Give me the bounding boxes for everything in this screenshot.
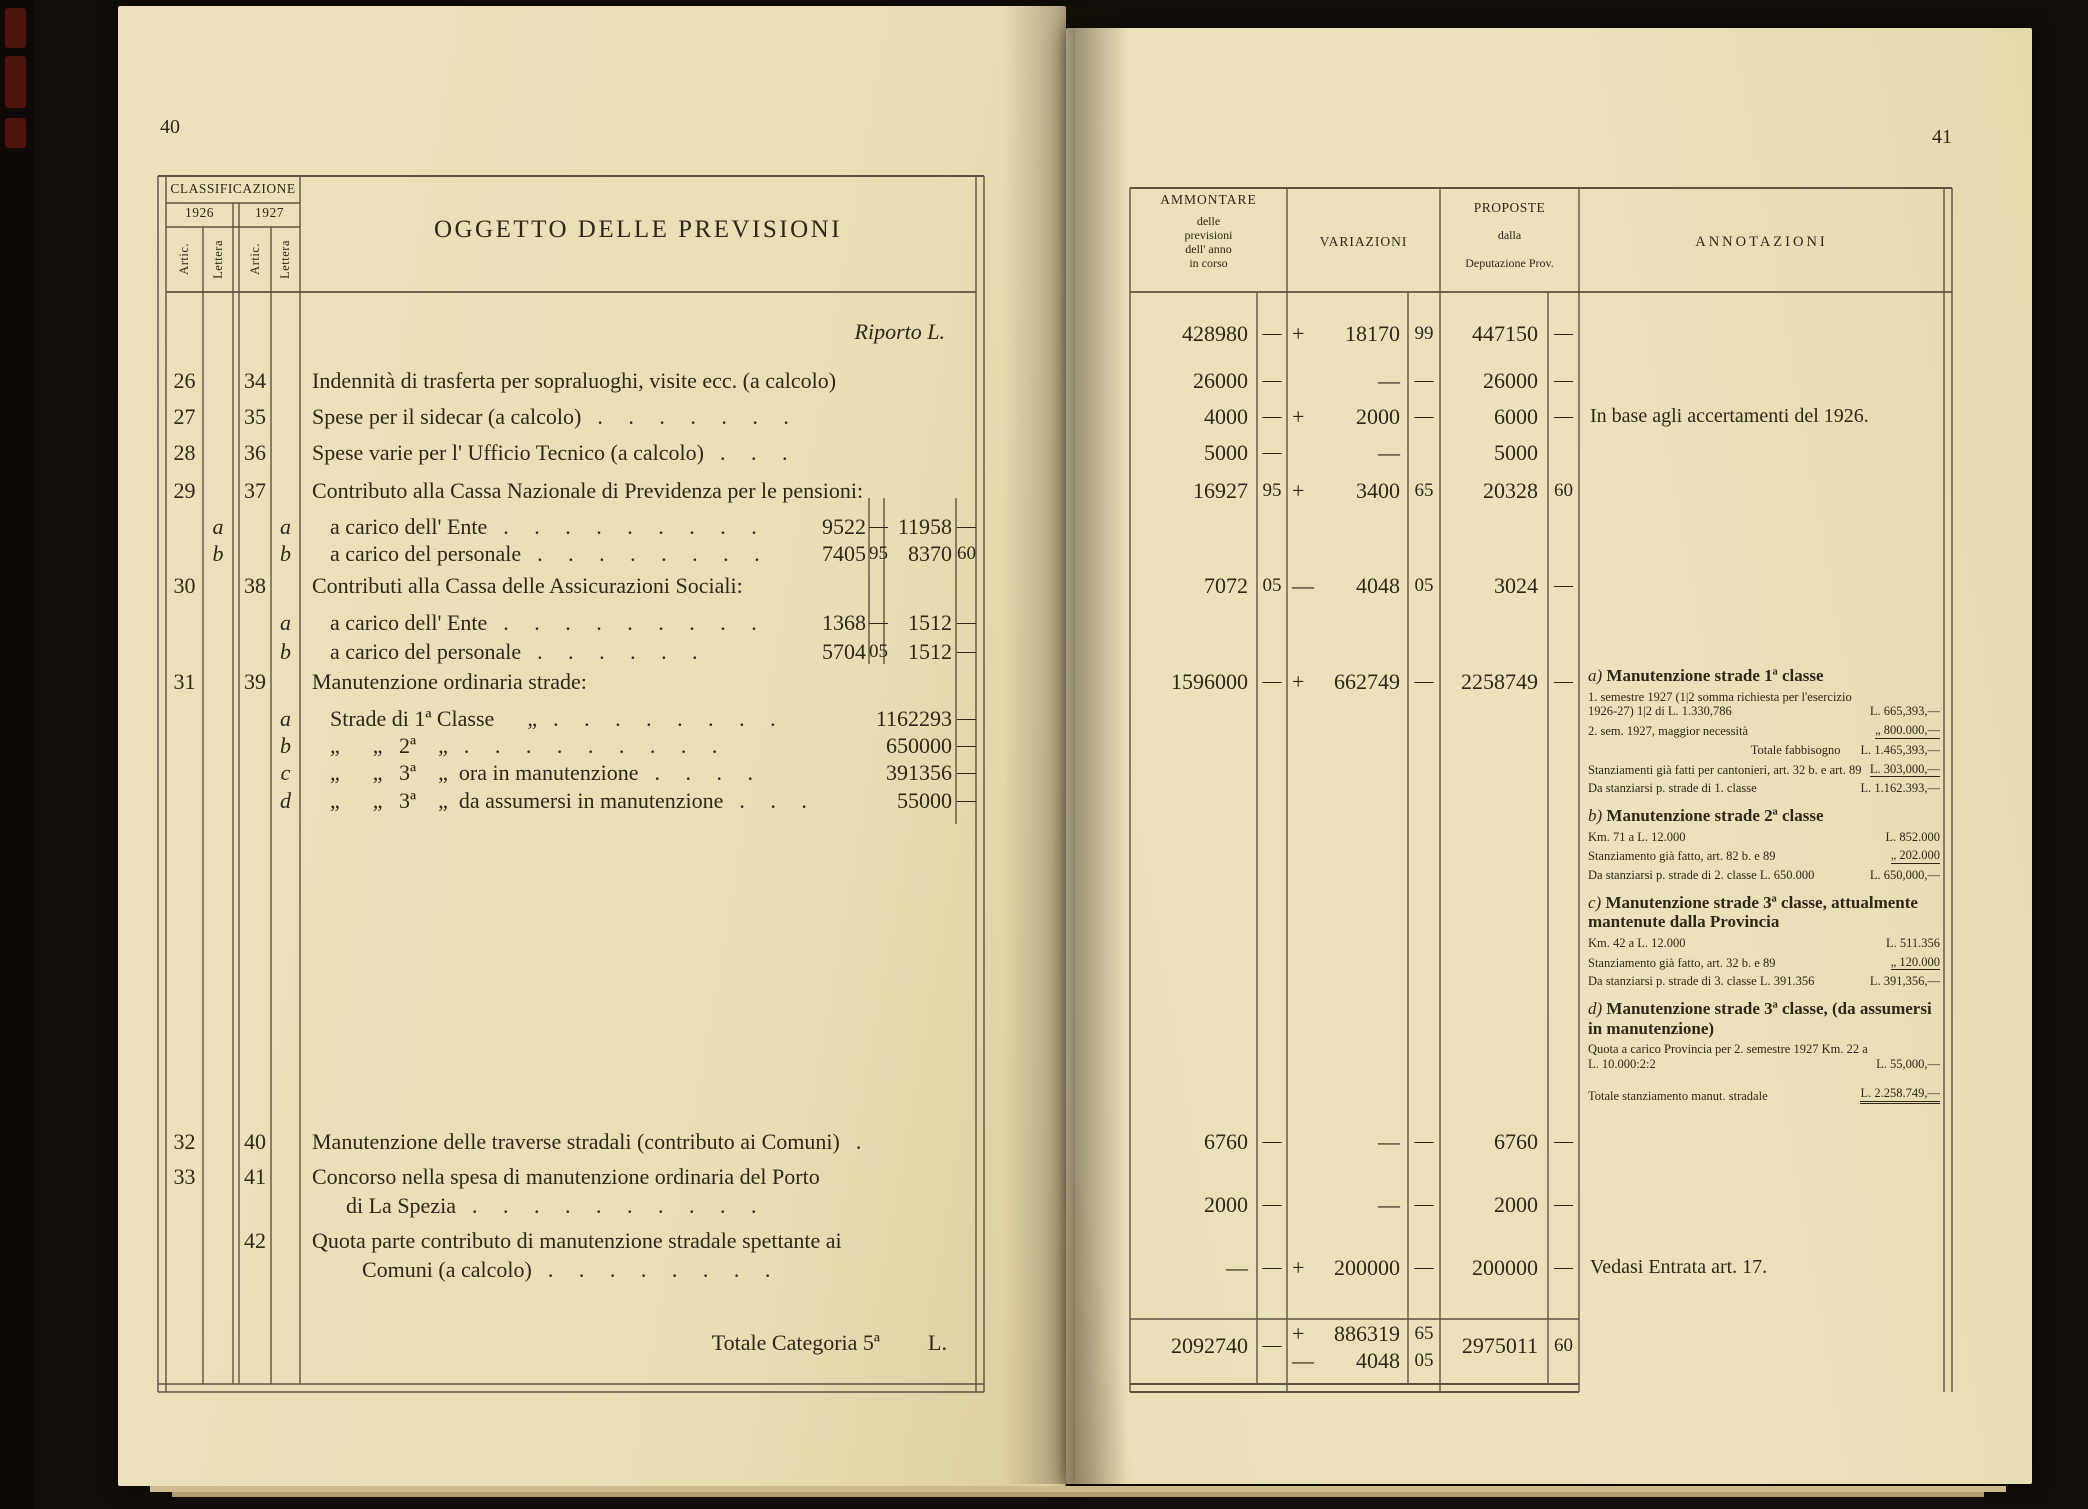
variazione-cents: 65 xyxy=(1414,480,1434,501)
variazione-sign: — xyxy=(1292,573,1314,598)
variazione-value: — xyxy=(1378,1192,1400,1217)
dot-leader: . . . xyxy=(719,440,798,465)
dot-leader: . xyxy=(855,1129,872,1154)
oggetto-row-text: a carico dell' Ente xyxy=(330,610,488,635)
subamount-2-cents: — xyxy=(957,762,976,783)
dot-leader: . . . xyxy=(739,788,817,813)
proposta-value: 2000 xyxy=(1494,1192,1538,1217)
annotation-line-value: L. 665,393,— xyxy=(1869,704,1940,719)
lettera-1926-value: b xyxy=(212,541,224,566)
proposta-cents: — xyxy=(1554,1194,1573,1215)
ammontare-value: 6760 xyxy=(1204,1129,1248,1154)
variazione-sign: + xyxy=(1292,404,1305,429)
annotation-line-text: Stanziamenti già fatti per cantonieri, art. 32 b. e art. 89 xyxy=(1588,762,1862,777)
annotation-line-value: „ 800.000,— xyxy=(1875,723,1940,738)
dot-leader: . . . . . . . . . xyxy=(503,610,767,635)
col-artic-1926-label: Artic. xyxy=(177,243,191,275)
subamount-1: 7405 xyxy=(822,541,866,566)
ammontare-cents: — xyxy=(1262,671,1282,692)
dot-leader: . . . . . . . . xyxy=(553,706,786,731)
proposta-value: 200000 xyxy=(1472,1255,1538,1280)
subamount-2: 11958 xyxy=(897,514,952,539)
annotation-b-title xyxy=(1588,806,1940,826)
dot-leader: . . . . . . . xyxy=(597,404,799,429)
subamount-1-cents: 05 xyxy=(869,641,888,662)
artic-1927-value: 40 xyxy=(244,1129,266,1154)
annotation-d-letter: d) xyxy=(1588,999,1603,1019)
oggetto-row-text: Indennità di trasferta per sopraluoghi, visite ecc. (a calcolo) xyxy=(312,368,837,393)
annotation-line-text: Da stanziarsi p. strade di 3. classe L. 391.356 xyxy=(1588,974,1815,989)
ammontare-cents: 05 xyxy=(1262,575,1282,596)
annotation-accertamenti: In base agli accertamenti del 1926. xyxy=(1590,405,1869,427)
oggetto-subrow xyxy=(330,540,770,568)
annotation-line-text: 1. semestre 1927 (1|2 somma richiesta per l'esercizio 1926-27) 1|2 di L. 1.330,786 xyxy=(1588,689,1852,719)
annotation-b-text: Manutenzione strade 2ª classe xyxy=(1606,806,1824,826)
year-1926-header: 1926 xyxy=(185,205,214,220)
variazione-value: 4048 xyxy=(1356,573,1400,598)
ammontare-cents: — xyxy=(1262,323,1282,344)
variazione-cents: — xyxy=(1414,1131,1434,1152)
ammontare-cents: — xyxy=(1262,406,1282,427)
proposta-cents: — xyxy=(1554,671,1573,692)
proposte-header: PROPOSTE xyxy=(1473,200,1546,215)
oggetto-subrow xyxy=(330,609,767,637)
proposta-cents: — xyxy=(1554,1131,1573,1152)
proposta-value: 26000 xyxy=(1483,368,1538,393)
subamount-1: 9522 xyxy=(822,514,866,539)
proposta-cents: 60 xyxy=(1554,480,1573,501)
oggetto-row xyxy=(312,477,863,505)
oggetto-row-text: „ „ 3ª „ ora in manutenzione xyxy=(330,760,639,785)
proposta-cents: — xyxy=(1554,406,1573,427)
oggetto-row xyxy=(312,1128,871,1156)
totale-proposta: 2975011 xyxy=(1461,1333,1538,1358)
subamount-2-cents: — xyxy=(957,641,976,662)
artic-1926-value: 31 xyxy=(173,669,196,694)
artic-1926-value: 27 xyxy=(173,404,196,429)
annotation-line xyxy=(1588,830,1940,845)
annotation-line-text: Da stanziarsi p. strade di 2. classe L. 650.000 xyxy=(1588,868,1815,883)
oggetto-row-continuation xyxy=(362,1256,780,1284)
oggetto-subrow xyxy=(330,759,763,787)
annotation-line-text: Km. 42 a L. 12.000 xyxy=(1588,935,1686,950)
annotation-line xyxy=(1588,955,1940,971)
annotation-line-value: L. 303,000,— xyxy=(1869,761,1940,776)
subamount-2-cents: — xyxy=(957,516,976,537)
annotation-d-text: Manutenzione strade 3ª classe, (da assumersi in manutenzione) xyxy=(1588,999,1932,1038)
variazione-cents: — xyxy=(1414,1194,1434,1215)
annotation-d-title xyxy=(1588,999,1940,1038)
oggetto-row-text: „ „ 2ª „ xyxy=(330,733,448,758)
annotation-total-line xyxy=(1588,1086,1940,1104)
ammontare-cents: — xyxy=(1262,370,1282,391)
annotation-line-text: Quota a carico Provincia per 2. semestre 1927 Km. 22 a L. 10.000:2:2 xyxy=(1588,1042,1868,1072)
ammontare-value: — xyxy=(1226,1255,1248,1280)
artic-1926-value: 32 xyxy=(173,1129,196,1154)
annotation-line-value: L. 55,000,— xyxy=(1876,1057,1940,1072)
subamount-2-cents: — xyxy=(957,612,976,633)
variazione-value: 662749 xyxy=(1334,669,1400,694)
lettera-1927-value: b xyxy=(280,541,291,566)
proposta-value: 3024 xyxy=(1494,573,1538,598)
subamount-2-cents: 60 xyxy=(957,543,976,564)
dot-leader: . . . . . . . . xyxy=(547,1257,781,1282)
variazione-value: 2000 xyxy=(1356,404,1400,429)
ammontare-value: 428980 xyxy=(1182,321,1248,346)
lettera-1926-value: a xyxy=(212,514,224,539)
lettera-1927-value: a xyxy=(280,610,291,635)
annotation-line-text: Km. 71 a L. 12.000 xyxy=(1588,829,1686,844)
totale-categoria-label: Totale Categoria 5ª xyxy=(711,1330,880,1355)
variazione-value: 18170 xyxy=(1345,321,1400,346)
totale-variazione-1-cents: 65 xyxy=(1414,1323,1434,1344)
subamount-1-cents: 95 xyxy=(869,543,888,564)
variazione-cents: 99 xyxy=(1414,323,1434,344)
variazione-value: 200000 xyxy=(1334,1255,1400,1280)
artic-1927-value: 36 xyxy=(244,440,266,465)
annotation-line xyxy=(1588,762,1940,778)
proposta-cents: — xyxy=(1554,575,1573,596)
oggetto-row-text: Quota parte contributo di manutenzione stradale spettante ai xyxy=(312,1228,842,1253)
proposta-cents: — xyxy=(1554,370,1573,391)
variazione-sign: + xyxy=(1292,321,1305,346)
oggetto-row-text: Contributo alla Cassa Nazionale di Previdenza per le pensioni: xyxy=(312,478,864,503)
variazione-cents: — xyxy=(1414,406,1434,427)
year-1927-header: 1927 xyxy=(255,205,284,220)
subamount-2-cents: — xyxy=(957,735,976,756)
ammontare-value: 2000 xyxy=(1204,1192,1248,1217)
oggetto-row-text: Concorso nella spesa di manutenzione ordinaria del Porto xyxy=(312,1164,820,1189)
annotation-a-text: Manutenzione strade 1ª classe xyxy=(1606,666,1824,685)
dot-leader: . . . . . . . . . xyxy=(503,514,767,539)
page-number-right: 41 xyxy=(1932,126,1952,148)
totale-variazione-sign-2: — xyxy=(1292,1348,1314,1373)
variazione-cents: — xyxy=(1414,1257,1434,1278)
page-number-left: 40 xyxy=(160,116,180,138)
col-artic-1927-header xyxy=(239,229,271,289)
oggetto-row xyxy=(312,439,797,467)
oggetto-subrow xyxy=(330,732,727,760)
scan-edge xyxy=(0,0,34,1509)
oggetto-row xyxy=(312,668,587,696)
annotation-line-value: L. 1.465,393,— xyxy=(1860,742,1940,757)
ammontare-header-line5: in corso xyxy=(1189,256,1228,270)
lettera-1927-value: d xyxy=(280,788,291,813)
lettera-1927-value: a xyxy=(280,514,291,539)
riporto-label: Riporto L. xyxy=(854,319,945,344)
oggetto-row-text: Contributi alla Cassa delle Assicurazioni Sociali: xyxy=(312,573,743,598)
variazione-cents: — xyxy=(1414,370,1434,391)
annotation-line xyxy=(1588,723,1940,739)
proposta-value: 2258749 xyxy=(1461,669,1538,694)
annotation-line-value: L. 1.162.393,— xyxy=(1860,781,1940,796)
variazione-value: 3400 xyxy=(1356,478,1400,503)
totale-proposta-cents: 60 xyxy=(1554,1335,1573,1356)
artic-1927-value: 41 xyxy=(244,1164,266,1189)
annotation-line xyxy=(1588,743,1940,758)
ammontare-value: 26000 xyxy=(1193,368,1248,393)
annotation-b-letter: b) xyxy=(1588,806,1603,826)
annotation-line xyxy=(1588,848,1940,864)
proposte-header-line3: Deputazione Prov. xyxy=(1465,256,1554,270)
annotation-line-text: Da stanziarsi p. strade di 1. classe xyxy=(1588,781,1757,796)
oggetto-subrow xyxy=(330,638,708,666)
oggetto-row-text: a carico del personale xyxy=(330,639,522,664)
annotation-c-text: Manutenzione strade 3ª classe, attualmente mantenute dalla Provincia xyxy=(1588,892,1918,932)
totale-variazione-2-cents: 05 xyxy=(1414,1350,1434,1371)
binding-mark xyxy=(5,118,26,148)
totale-currency: L. xyxy=(928,1330,947,1355)
annotation-line-value: „ 202.000 xyxy=(1890,848,1940,863)
proposta-value: 20328 xyxy=(1483,478,1538,503)
annotation-line-value: „ 120.000 xyxy=(1890,954,1940,969)
dot-leader: . . . . . . . . . . xyxy=(471,1193,767,1218)
artic-1926-value: 28 xyxy=(173,440,196,465)
annotation-line xyxy=(1588,936,1940,951)
variazione-sign: + xyxy=(1292,669,1305,694)
col-lettera-1926-header xyxy=(203,229,233,289)
oggetto-row-text: di La Spezia xyxy=(346,1193,456,1218)
oggetto-row-continuation xyxy=(346,1192,766,1220)
variazione-value: — xyxy=(1378,440,1400,465)
dot-leader: . . . . . . xyxy=(537,639,708,664)
annotation-line xyxy=(1588,781,1940,796)
oggetto-subrow xyxy=(330,705,786,733)
oggetto-row-text: Manutenzione ordinaria strade: xyxy=(312,669,587,694)
subamount-1: 1368 xyxy=(822,610,866,635)
proposta-value: 6000 xyxy=(1494,404,1538,429)
subamount-1-cents: — xyxy=(869,612,888,633)
annotation-c-title xyxy=(1588,893,1940,932)
oggetto-row-text: Comuni (a calcolo) xyxy=(362,1257,532,1282)
oggetto-row-text: Spese per il sidecar (a calcolo) xyxy=(312,404,582,429)
ammontare-header-line3: previsioni xyxy=(1184,228,1233,242)
ammontare-header-line4: dell' anno xyxy=(1185,242,1232,256)
artic-1927-value: 34 xyxy=(244,368,266,393)
annotation-line xyxy=(1588,868,1940,883)
subamount-2: 1162293 xyxy=(875,706,952,731)
totale-ammontare: 2092740 xyxy=(1171,1333,1248,1358)
proposte-header-line2: dalla xyxy=(1497,228,1522,242)
totale-variazione-sign-1: + xyxy=(1292,1321,1305,1346)
dot-leader: . . . . . . . . xyxy=(537,541,770,566)
ammontare-cents: — xyxy=(1262,1194,1282,1215)
proposta-value: 5000 xyxy=(1494,440,1538,465)
annotation-a-letter: a) xyxy=(1588,666,1603,685)
variazione-sign: + xyxy=(1292,1255,1305,1280)
binding-mark xyxy=(5,8,26,48)
annotation-line-value: L. 650,000,— xyxy=(1869,868,1940,883)
subamount-2: 391356 xyxy=(886,760,952,785)
artic-1927-value: 39 xyxy=(244,669,266,694)
proposta-value: 6760 xyxy=(1494,1129,1538,1154)
annotation-line xyxy=(1588,974,1940,989)
variazione-cents: — xyxy=(1414,671,1434,692)
oggetto-row-text: a carico del personale xyxy=(330,541,522,566)
annotation-c-letter: c) xyxy=(1588,892,1602,912)
col-lettera-1926-label: Lettera xyxy=(210,239,225,279)
variazione-value: — xyxy=(1378,1129,1400,1154)
totale-ammontare-cents: — xyxy=(1262,1335,1282,1356)
artic-1927-value: 35 xyxy=(244,404,266,429)
subamount-2: 650000 xyxy=(886,733,952,758)
annotazioni-header: ANNOTAZIONI xyxy=(1695,234,1828,250)
oggetto-row xyxy=(312,1163,820,1191)
ammontare-value: 1596000 xyxy=(1171,669,1248,694)
ammontare-cents: — xyxy=(1262,1131,1282,1152)
variazione-sign: + xyxy=(1292,478,1305,503)
oggetto-header: OGGETTO DELLE PREVISIONI xyxy=(433,216,843,243)
annotation-line xyxy=(1588,690,1940,720)
totale-variazione-1: 886319 xyxy=(1334,1321,1400,1346)
subamount-2-cents: — xyxy=(957,708,976,729)
artic-1926-value: 30 xyxy=(173,573,196,598)
oggetto-row xyxy=(312,403,799,431)
annotation-line-text: 2. sem. 1927, maggior necessità xyxy=(1588,724,1749,739)
annotations-manutenzione-strade xyxy=(1588,656,1940,1104)
variazioni-header: VARIAZIONI xyxy=(1319,234,1408,249)
oggetto-subrow xyxy=(330,787,817,815)
annotation-line-text: Totale stanziamento manut. stradale xyxy=(1588,1088,1768,1103)
subamount-2: 55000 xyxy=(897,788,952,813)
oggetto-row xyxy=(312,367,836,395)
oggetto-subrow xyxy=(330,513,767,541)
ammontare-value: 16927 xyxy=(1193,478,1248,503)
ammontare-header-line2: delle xyxy=(1196,214,1221,228)
lettera-1927-value: b xyxy=(280,733,291,758)
oggetto-row xyxy=(312,1227,842,1255)
subamount-2: 1512 xyxy=(908,639,952,664)
dot-leader: . . . . xyxy=(654,760,763,785)
ammontare-header: AMMONTARE xyxy=(1160,192,1257,207)
dot-leader: . . . . . . . . . xyxy=(463,733,728,758)
annotation-vedasi: Vedasi Entrata art. 17. xyxy=(1590,1256,1768,1278)
binding-mark xyxy=(5,56,26,108)
variazione-cents: 05 xyxy=(1414,575,1434,596)
lettera-1927-value: c xyxy=(280,760,291,785)
ammontare-value: 7072 xyxy=(1204,573,1248,598)
col-artic-1926-header xyxy=(166,229,203,289)
artic-1927-value: 38 xyxy=(244,573,266,598)
annotation-line-value: L. 391,356,— xyxy=(1869,974,1940,989)
annotation-line-text: Stanziamento già fatto, art. 32 b. e 89 xyxy=(1588,955,1776,970)
ammontare-value: 5000 xyxy=(1204,440,1248,465)
page-stack-edge xyxy=(172,1492,1984,1497)
subamount-2: 8370 xyxy=(908,541,952,566)
artic-1927-value: 37 xyxy=(244,478,266,503)
classificazione-header: CLASSIFICAZIONE xyxy=(170,181,296,196)
lettera-1927-value: b xyxy=(280,639,291,664)
ammontare-cents: 95 xyxy=(1262,480,1282,501)
artic-1926-value: 29 xyxy=(173,478,196,503)
annotation-line-value: L. 2.258.749,— xyxy=(1860,1086,1940,1104)
artic-1926-value: 33 xyxy=(173,1164,196,1189)
ammontare-cents: — xyxy=(1262,442,1282,463)
proposta-cents: — xyxy=(1554,1257,1573,1278)
oggetto-row xyxy=(312,572,743,600)
annotation-line-text: Totale fabbisogno xyxy=(1750,742,1841,757)
annotation-line-text: Stanziamento già fatto, art. 82 b. e 89 xyxy=(1588,849,1776,864)
ammontare-value: 4000 xyxy=(1204,404,1248,429)
oggetto-row-text: „ „ 3ª „ da assumersi in manutenzione xyxy=(330,788,724,813)
totale-variazione-2: 4048 xyxy=(1356,1348,1400,1373)
oggetto-row-text: a carico dell' Ente xyxy=(330,514,488,539)
subamount-2: 1512 xyxy=(908,610,952,635)
artic-1927-value: 42 xyxy=(244,1228,266,1253)
ammontare-cents: — xyxy=(1262,1257,1282,1278)
annotation-line-value: L. 852.000 xyxy=(1885,829,1940,844)
oggetto-row-text: Strade di 1ª Classe „ xyxy=(330,706,538,731)
col-artic-1927-label: Artic. xyxy=(247,243,262,275)
annotation-line xyxy=(1588,1042,1940,1072)
annotation-a-title xyxy=(1588,666,1940,686)
proposta-value: 447150 xyxy=(1472,321,1538,346)
col-lettera-1927-header xyxy=(271,229,300,289)
annotation-line-value: L. 511.356 xyxy=(1885,935,1940,950)
subamount-2-cents: — xyxy=(957,790,976,811)
lettera-1927-value: a xyxy=(280,706,291,731)
subamount-1: 5704 xyxy=(822,639,866,664)
col-lettera-1927-label: Lettera xyxy=(278,239,292,279)
subamount-1-cents: — xyxy=(869,516,888,537)
oggetto-row-text: Manutenzione delle traverse stradali (contributo ai Comuni) xyxy=(312,1129,840,1154)
proposta-cents: — xyxy=(1554,323,1573,344)
artic-1926-value: 26 xyxy=(173,368,196,393)
oggetto-row-text: Spese varie per l' Ufficio Tecnico (a calcolo) xyxy=(312,440,704,465)
variazione-value: — xyxy=(1378,368,1400,393)
